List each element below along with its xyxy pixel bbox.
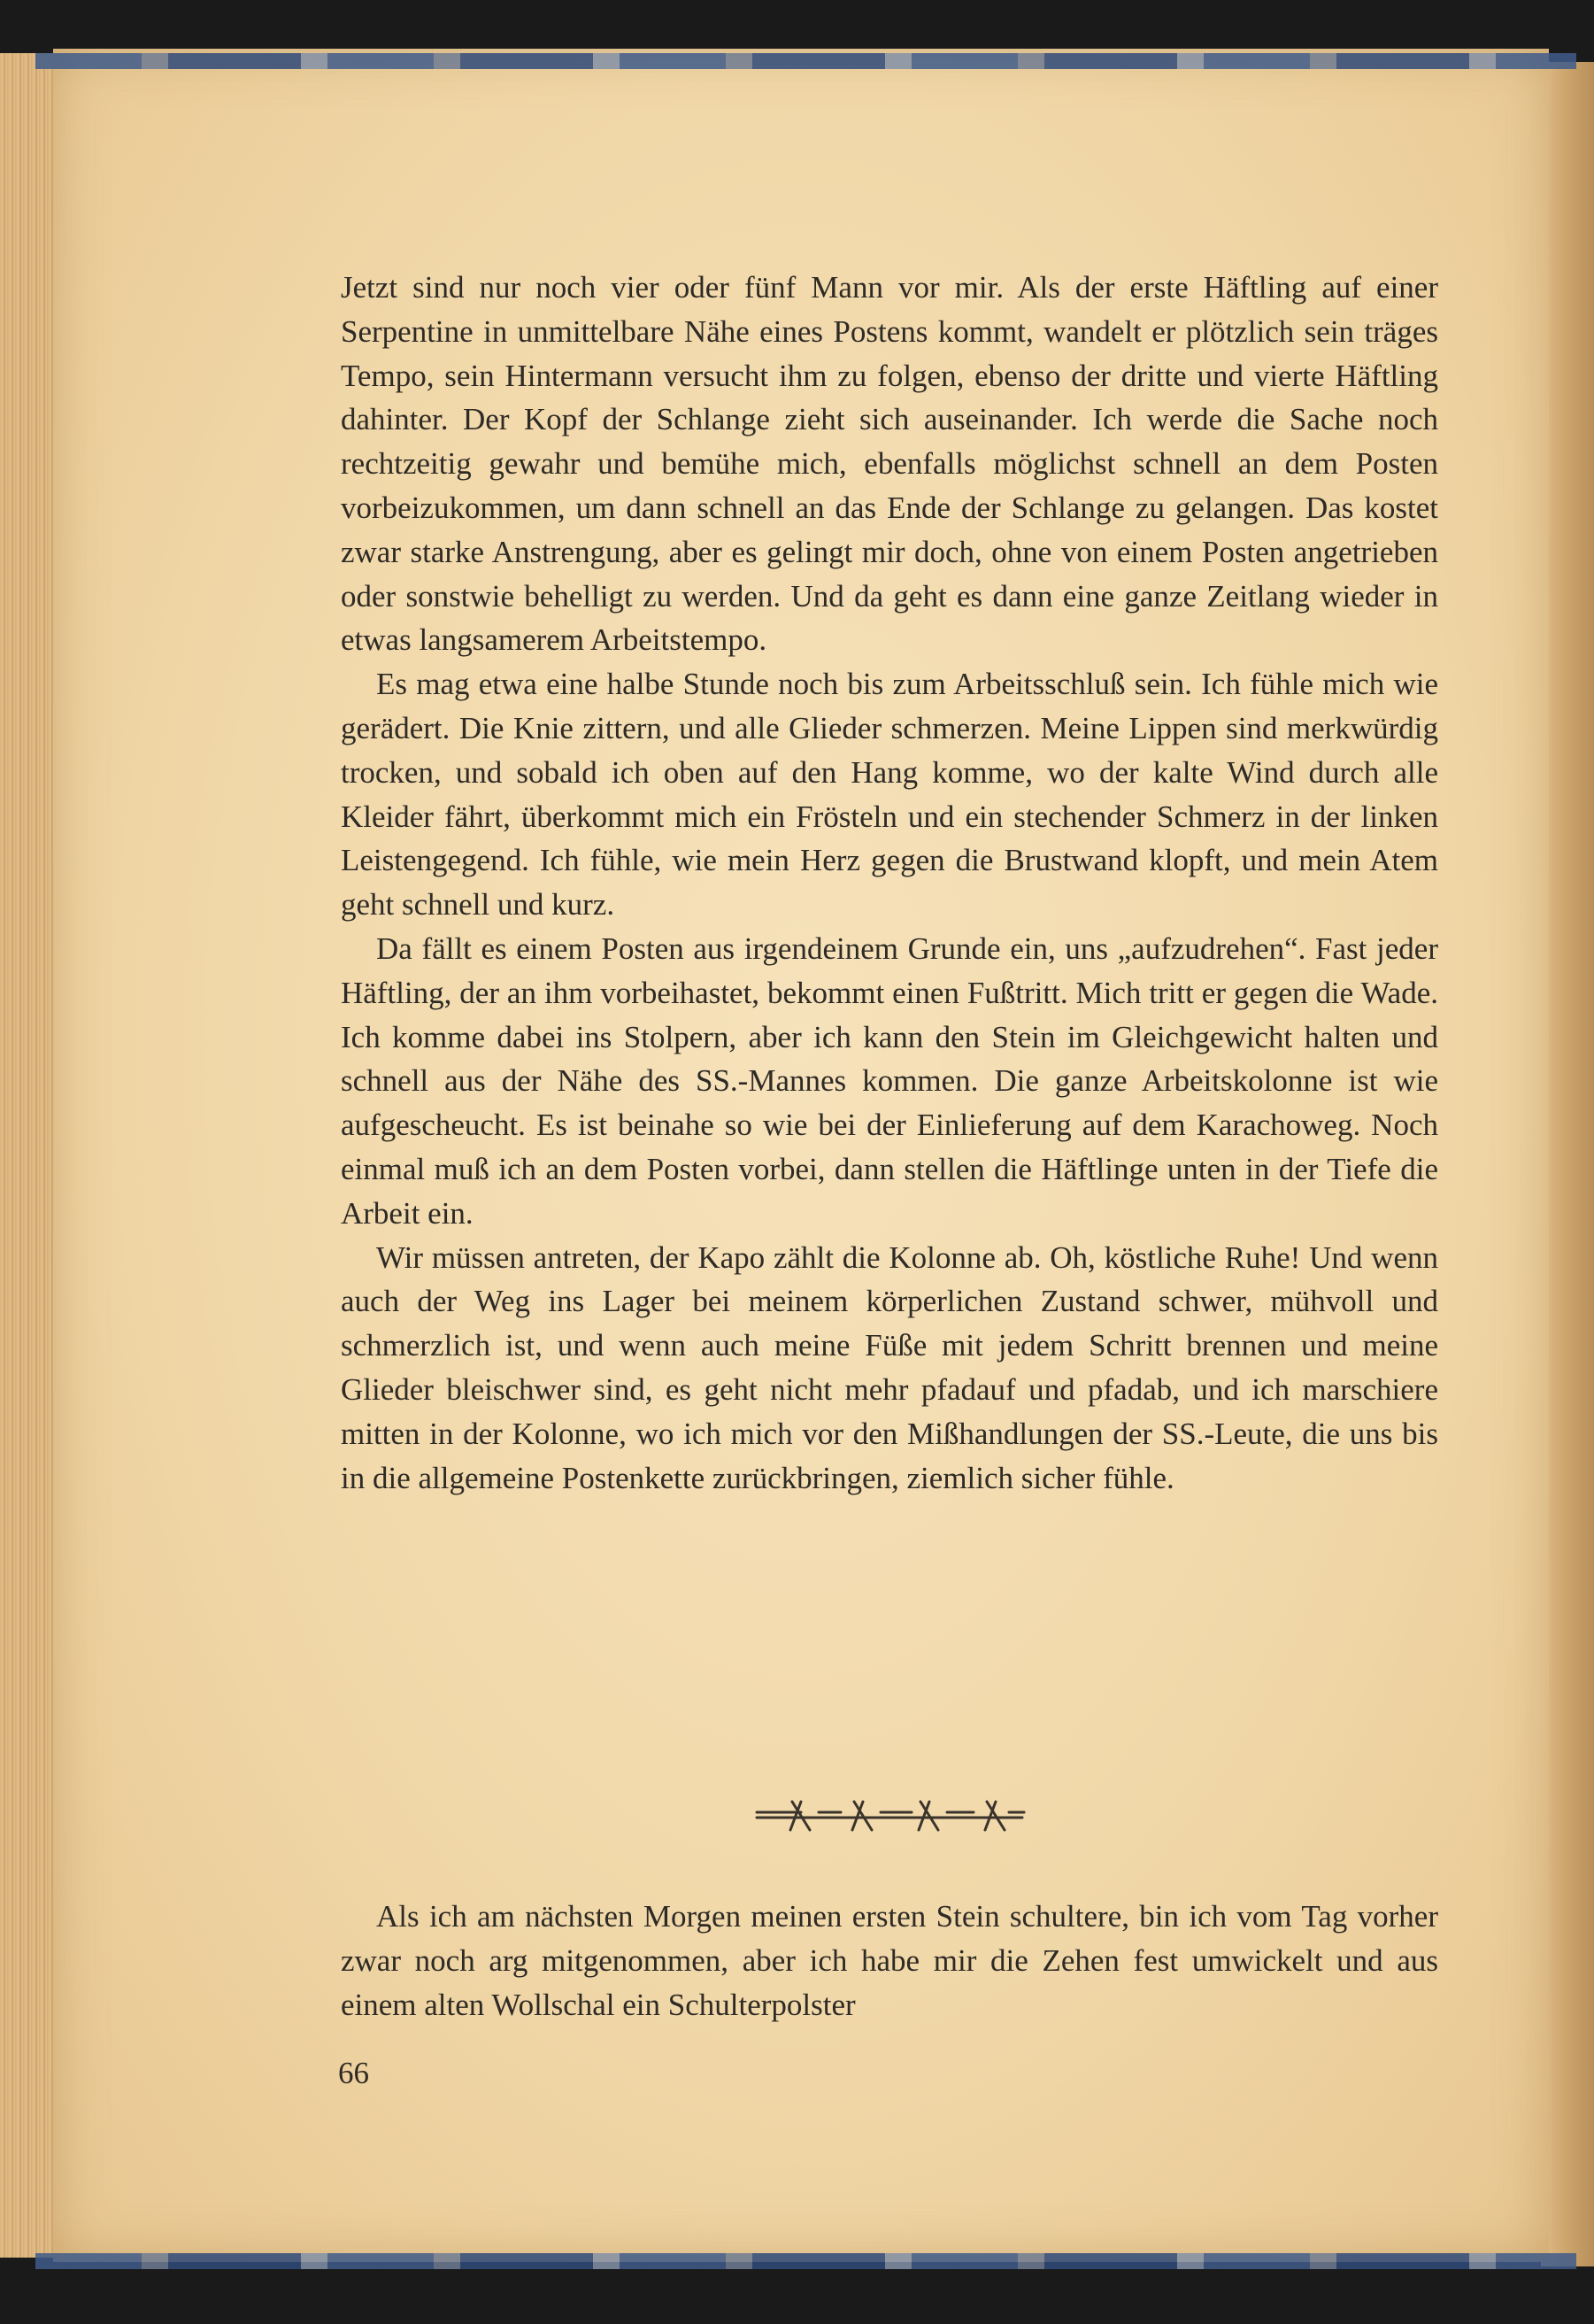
scan-band-top bbox=[35, 53, 1576, 69]
barbed-wire-ornament-icon bbox=[748, 1793, 1031, 1837]
paragraph: Da fällt es einem Posten aus irgendeinem Grunde ein, uns „aufzudrehen“. Fast jeder Häftling, der an ihm vorbeihastet, bekommt einen Fußtritt. Mich tritt er gegen die Wade. Ich komme dabei ins Stolpern, aber ich kann den Stein im Gleichgewicht halten und schnell aus der Nähe des SS.-Mannes kommen. Die ganze Arbeitskolonne ist wie aufgescheucht. Es ist beinahe so wie bei der Einlieferung auf dem Karachoweg. Noch einmal muß ich an dem Posten vorbei, dann stellen die Häftlinge unten in der Tiefe die Arbeit ein. bbox=[341, 930, 1438, 1231]
scan-band-bottom bbox=[35, 2253, 1576, 2269]
continuation-text bbox=[341, 1895, 1438, 2027]
paragraph: Als ich am nächsten Morgen meinen ersten Stein schultere, bin ich vom Tag vorher zwar noch arg mitgenommen, aber ich habe mir die Zehen fest umwickelt und aus einem alten Wollschal ein Schulterpolster bbox=[341, 1899, 1438, 2022]
page-number: 66 bbox=[338, 2056, 369, 2090]
paragraph: Jetzt sind nur noch vier oder fünf Mann vor mir. Als der erste Häftling auf einer Serpentine in unmittelbare Nähe eines Postens kommt, wandelt er plötzlich sein träges Tempo, sein Hintermann versucht ihm zu folgen, ebenso der dritte und vierte Häftling dahinter. Der Kopf der Schlange zieht sich auseinander. Ich werde die Sache noch rechtzeitig gewahr und bemühe mich, ebenfalls möglichst schnell an dem Posten vorbeizukommen, um dann schnell an das Ende der Schlange zu gelangen. Das kostet zwar starke Anstrengung, aber es gelingt mir doch, ohne von einem Posten angetrieben oder sonstwie behelligt zu werden. Und da geht es dann eine ganze Zeitlang wieder in etwas langsamerem Arbeitstempo. bbox=[341, 270, 1438, 658]
right-page-edge bbox=[1541, 62, 1594, 2266]
paragraph: Es mag etwa eine halbe Stunde noch bis zum Arbeitsschluß sein. Ich fühle mich wie gerädert. Die Knie zittern, und alle Glieder schmerzen. Meine Lippen sind merkwürdig trocken, und sobald ich oben auf den Hang komme, wo der kalte Wind durch alle Kleider fährt, überkommt mich ein Frösteln und ein stechender Schmerz in der linken Leistengegend. Ich fühle, wie mein Herz gegen die Brustwand klopft, und mein Atem geht schnell und kurz. bbox=[341, 667, 1438, 923]
main-text bbox=[341, 266, 1438, 1500]
paragraph: Wir müssen antreten, der Kapo zählt die Kolonne ab. Oh, köstliche Ruhe! Und wenn auch der Weg ins Lager bei meinem körperlichen Zustand schwer, mühvoll und schmerzlich ist, und wenn auch meine Füße mit jedem Schritt brennen und meine Glieder bleischwer sind, es geht nicht mehr pfadauf und pfadab, und ich marschiere mitten in der Kolonne, wo ich mich vor den Mißhandlungen der SS.-Leute, die uns bis in die allgemeine Postenkette zurückbringen, ziemlich sicher fühle. bbox=[341, 1239, 1438, 1495]
